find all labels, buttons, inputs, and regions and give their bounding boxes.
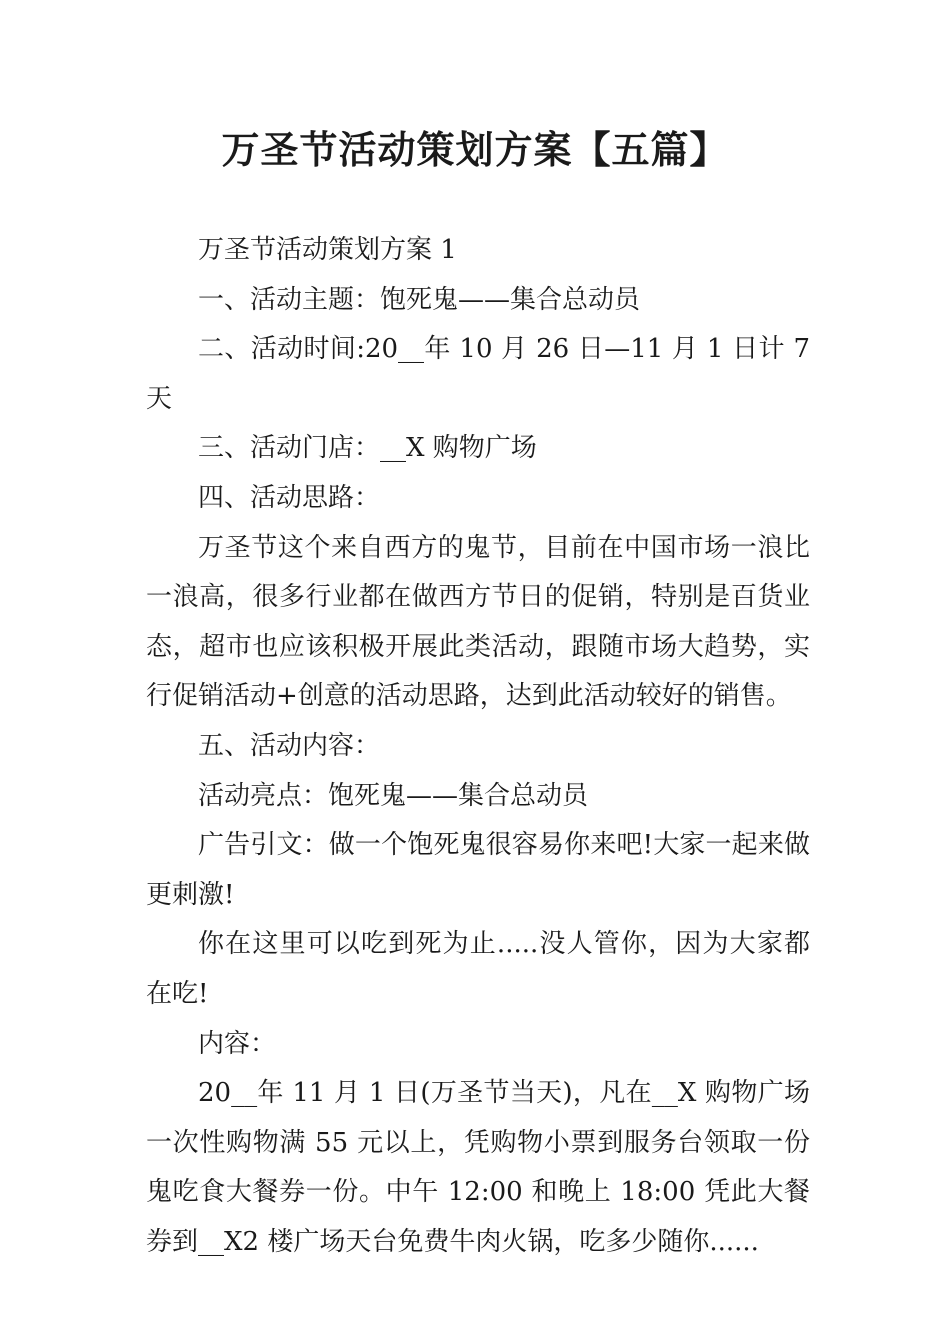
ad-slogan-continued-paragraph: 你在这里可以吃到死为止.....没人管你，因为大家都在吃! <box>146 929 810 1009</box>
content-detail-paragraph: 20__年 11 月 1 日(万圣节当天)，凡在__X 购物广场一次性购物满 55 元以上，凭购物小票到服务台领取一份鬼吃食大餐券一份。中午 12:00 和晚上 18:00 凭此大餐券到__X2 楼广场天台免费牛肉火锅，吃多少随你...... <box>146 1078 810 1257</box>
activity-idea-heading: 四、活动思路： <box>198 482 381 513</box>
ad-slogan-paragraph: 广告引文：做一个饱死鬼很容易你来吧!大家一起来做更刺激! <box>146 830 810 910</box>
document-body <box>146 226 810 1267</box>
activity-time-paragraph: 二、活动时间:20__年 10 月 26 日—11 月 1 日计 7 天 <box>146 334 810 414</box>
plan-heading-paragraph: 万圣节活动策划方案 1 <box>198 235 457 265</box>
activity-content-heading: 五、活动内容： <box>198 730 381 761</box>
document-title: 万圣节活动策划方案【五篇】 <box>221 128 729 172</box>
activity-theme-paragraph: 一、活动主题：饱死鬼——集合总动员 <box>198 284 641 315</box>
activity-idea-paragraph: 万圣节这个来自西方的鬼节，目前在中国市场一浪比一浪高，很多行业都在做西方节日的促销，特别是百货业态，超市也应该积极开展此类活动，跟随市场大趋势，实行促销活动+创意的活动思路，达到此活动较好的销售。 <box>146 532 810 712</box>
activity-store-paragraph: 三、活动门店：__X 购物广场 <box>198 433 537 464</box>
activity-highlight-paragraph: 活动亮点：饱死鬼——集合总动员 <box>198 780 589 811</box>
content-heading: 内容： <box>198 1028 277 1059</box>
